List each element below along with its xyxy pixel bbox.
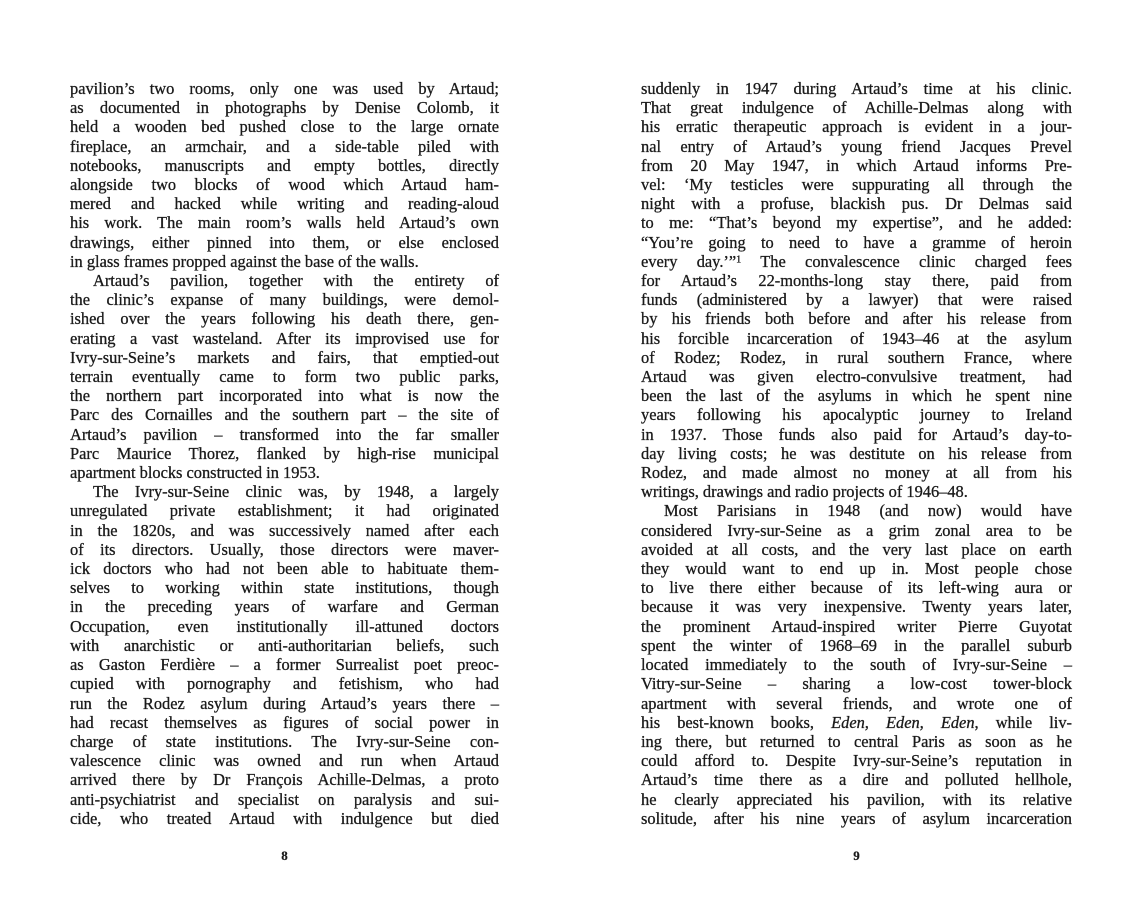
text-line: “You’re going to need to have a gramme of heroin — [641, 232, 1072, 252]
text-line: as Gaston Ferdière – a former Surrealist poet preoc- — [70, 655, 499, 675]
text-line: to live there either because of its left-wing aura or — [641, 578, 1072, 598]
text-line: Vitry-sur-Seine – sharing a low-cost tower-block — [641, 674, 1072, 694]
page-number: 8 — [281, 848, 288, 863]
text-line: Artaud’s time there as a dire and polluted hellhole, — [641, 770, 1072, 790]
text-line: could afford to. Despite Ivry-sur-Seine’s reputation in — [641, 751, 1072, 771]
text-line: ing there, but returned to central Paris as soon as he — [641, 731, 1072, 751]
text-line: from 20 May 1947, in which Artaud informs Pre- — [641, 155, 1072, 175]
text-line: the northern part incorporated into what is now the — [70, 386, 499, 406]
text-line: of Rodez; Rodez, in rural southern France, where — [641, 347, 1072, 367]
text-line: cupied with pornography and fetishism, who had — [70, 674, 499, 694]
text-line: fireplace, an armchair, and a side-table piled with — [70, 136, 499, 156]
text-line: unregulated private establishment; it had originated — [70, 501, 499, 521]
text-line: considered Ivry-sur-Seine as a grim zonal area to be — [641, 520, 1072, 540]
text-line: every day.’”$^1$ The convalescence clinic charged fees — [641, 251, 1072, 271]
text-line: notebooks, manuscripts and empty bottles, directly — [70, 155, 499, 175]
text-line: night with a profuse, blackish pus. Dr Delmas said — [641, 194, 1072, 214]
text-line: erating a vast wasteland. After its improvised use for — [70, 328, 499, 348]
text-line: run the Rodez asylum during Artaud’s years there – — [70, 693, 499, 713]
text-line: by his friends both before and after his release from — [641, 309, 1072, 329]
text-line: alongside two blocks of wood which Artaud ham- — [70, 175, 499, 195]
text-line: mered and hacked while writing and reading-aloud — [70, 194, 499, 214]
text-line: his work. The main room’s walls held Artaud’s own — [70, 213, 499, 233]
text-line: Ivry-sur-Seine’s markets and fairs, that emptied-out — [70, 347, 499, 367]
text-line: his best-known books, Eden, Eden, Eden, while liv- — [641, 712, 1072, 732]
text-line: arrived there by Dr François Achille-Delmas, a proto — [70, 770, 499, 790]
text-line: located immediately to the south of Ivry-sur-Seine – — [641, 655, 1072, 675]
text-line: he clearly appreciated his pavilion, with its relative — [641, 789, 1072, 809]
text-line: vel: ‘My testicles were suppurating all through the — [641, 175, 1072, 195]
text-line: terrain eventually came to form two public parks, — [70, 367, 499, 387]
text-line: apartment with several friends, and wrote one of — [641, 693, 1072, 713]
text-line: valescence clinic was owned and run when Artaud — [70, 751, 499, 771]
text-line: Artaud’s pavilion – transformed into the far smaller — [70, 424, 499, 444]
text-line: pavilion’s two rooms, only one was used by Artaud; — [70, 79, 499, 98]
text-line: The Ivry-sur-Seine clinic was, by 1948, a largely — [93, 482, 499, 502]
text-line: charge of state institutions. The Ivry-sur-Seine con- — [70, 731, 499, 751]
text-line: years following his apocalyptic journey to Ireland — [641, 405, 1072, 425]
text-line: Occupation, even institutionally ill-attuned doctors — [70, 616, 499, 636]
text-line: anti-psychiatrist and specialist on paralysis and sui- — [70, 789, 499, 809]
text-line: in glass frames propped against the base of the walls. — [70, 251, 419, 271]
text-line: Parc des Cornailles and the southern part – the site of — [70, 405, 499, 425]
text-line: in the preceding years of warfare and German — [70, 597, 499, 617]
text-line: day living costs; he was destitute on his release from — [641, 443, 1072, 463]
text-line: solitude, after his nine years of asylum incarceration — [641, 808, 1072, 828]
page-left — [70, 79, 499, 879]
text-line: Artaud’s pavilion, together with the entirety of — [93, 271, 499, 291]
text-line: the prominent Artaud-inspired writer Pierre Guyotat — [641, 616, 1072, 636]
text-line: in 1937. Those funds also paid for Artaud’s day-to- — [641, 424, 1072, 444]
text-line: they would want to end up in. Most people chose — [641, 559, 1072, 579]
text-line: for Artaud’s 22-months-long stay there, paid from — [641, 271, 1072, 291]
text-line: selves to working within state institutions, though — [70, 578, 499, 598]
page-right — [641, 79, 1072, 879]
text-line: Artaud was given electro-convulsive treatment, had — [641, 367, 1072, 387]
text-line: drawings, either pinned into them, or else enclosed — [70, 232, 499, 252]
text-line: been the last of the asylums in which he spent nine — [641, 386, 1072, 406]
text-line: because it was very inexpensive. Twenty years later, — [641, 597, 1072, 617]
text-line: had recast themselves as figures of social power in — [70, 712, 499, 732]
text-line: his forcible incarceration of 1943–46 at the asylum — [641, 328, 1072, 348]
text-line: held a wooden bed pushed close to the large ornate — [70, 117, 499, 137]
text-line: writings, drawings and radio projects of 1946–48. — [641, 482, 968, 502]
text-line: That great indulgence of Achille-Delmas along with — [641, 98, 1072, 118]
text-line: Most Parisians in 1948 (and now) would have — [664, 501, 1072, 521]
text-line: funds (administered by a lawyer) that were raised — [641, 290, 1072, 310]
text-line: avoided at all costs, and the very last place on earth — [641, 539, 1072, 559]
text-line: as documented in photographs by Denise Colomb, it — [70, 98, 499, 118]
text-line: Rodez, and made almost no money at all from his — [641, 463, 1072, 483]
text-line: of its directors. Usually, those directors were maver- — [70, 539, 499, 559]
text-column-left — [70, 79, 499, 828]
text-line: the clinic’s expanse of many buildings, were demol- — [70, 290, 499, 310]
text-line: spent the winter of 1968–69 in the parallel suburb — [641, 635, 1072, 655]
text-line: Parc Maurice Thorez, flanked by high-rise municipal — [70, 443, 499, 463]
page-number: 9 — [853, 848, 860, 863]
text-line: to me: “That’s beyond my expertise”, and he added: — [641, 213, 1072, 233]
text-line: apartment blocks constructed in 1953. — [70, 463, 320, 483]
text-line: ished over the years following his death there, gen- — [70, 309, 499, 329]
text-column-right — [641, 79, 1072, 828]
text-line: his erratic therapeutic approach is evident in a jour- — [641, 117, 1072, 137]
text-line: ick doctors who had not been able to habituate them- — [70, 559, 499, 579]
text-line: cide, who treated Artaud with indulgence but died — [70, 808, 499, 828]
text-line: with anarchistic or anti-authoritarian beliefs, such — [70, 635, 499, 655]
text-line: in the 1820s, and was successively named after each — [70, 520, 499, 540]
text-line: nal entry of Artaud’s young friend Jacques Prevel — [641, 136, 1072, 156]
text-line: suddenly in 1947 during Artaud’s time at his clinic. — [641, 79, 1072, 98]
